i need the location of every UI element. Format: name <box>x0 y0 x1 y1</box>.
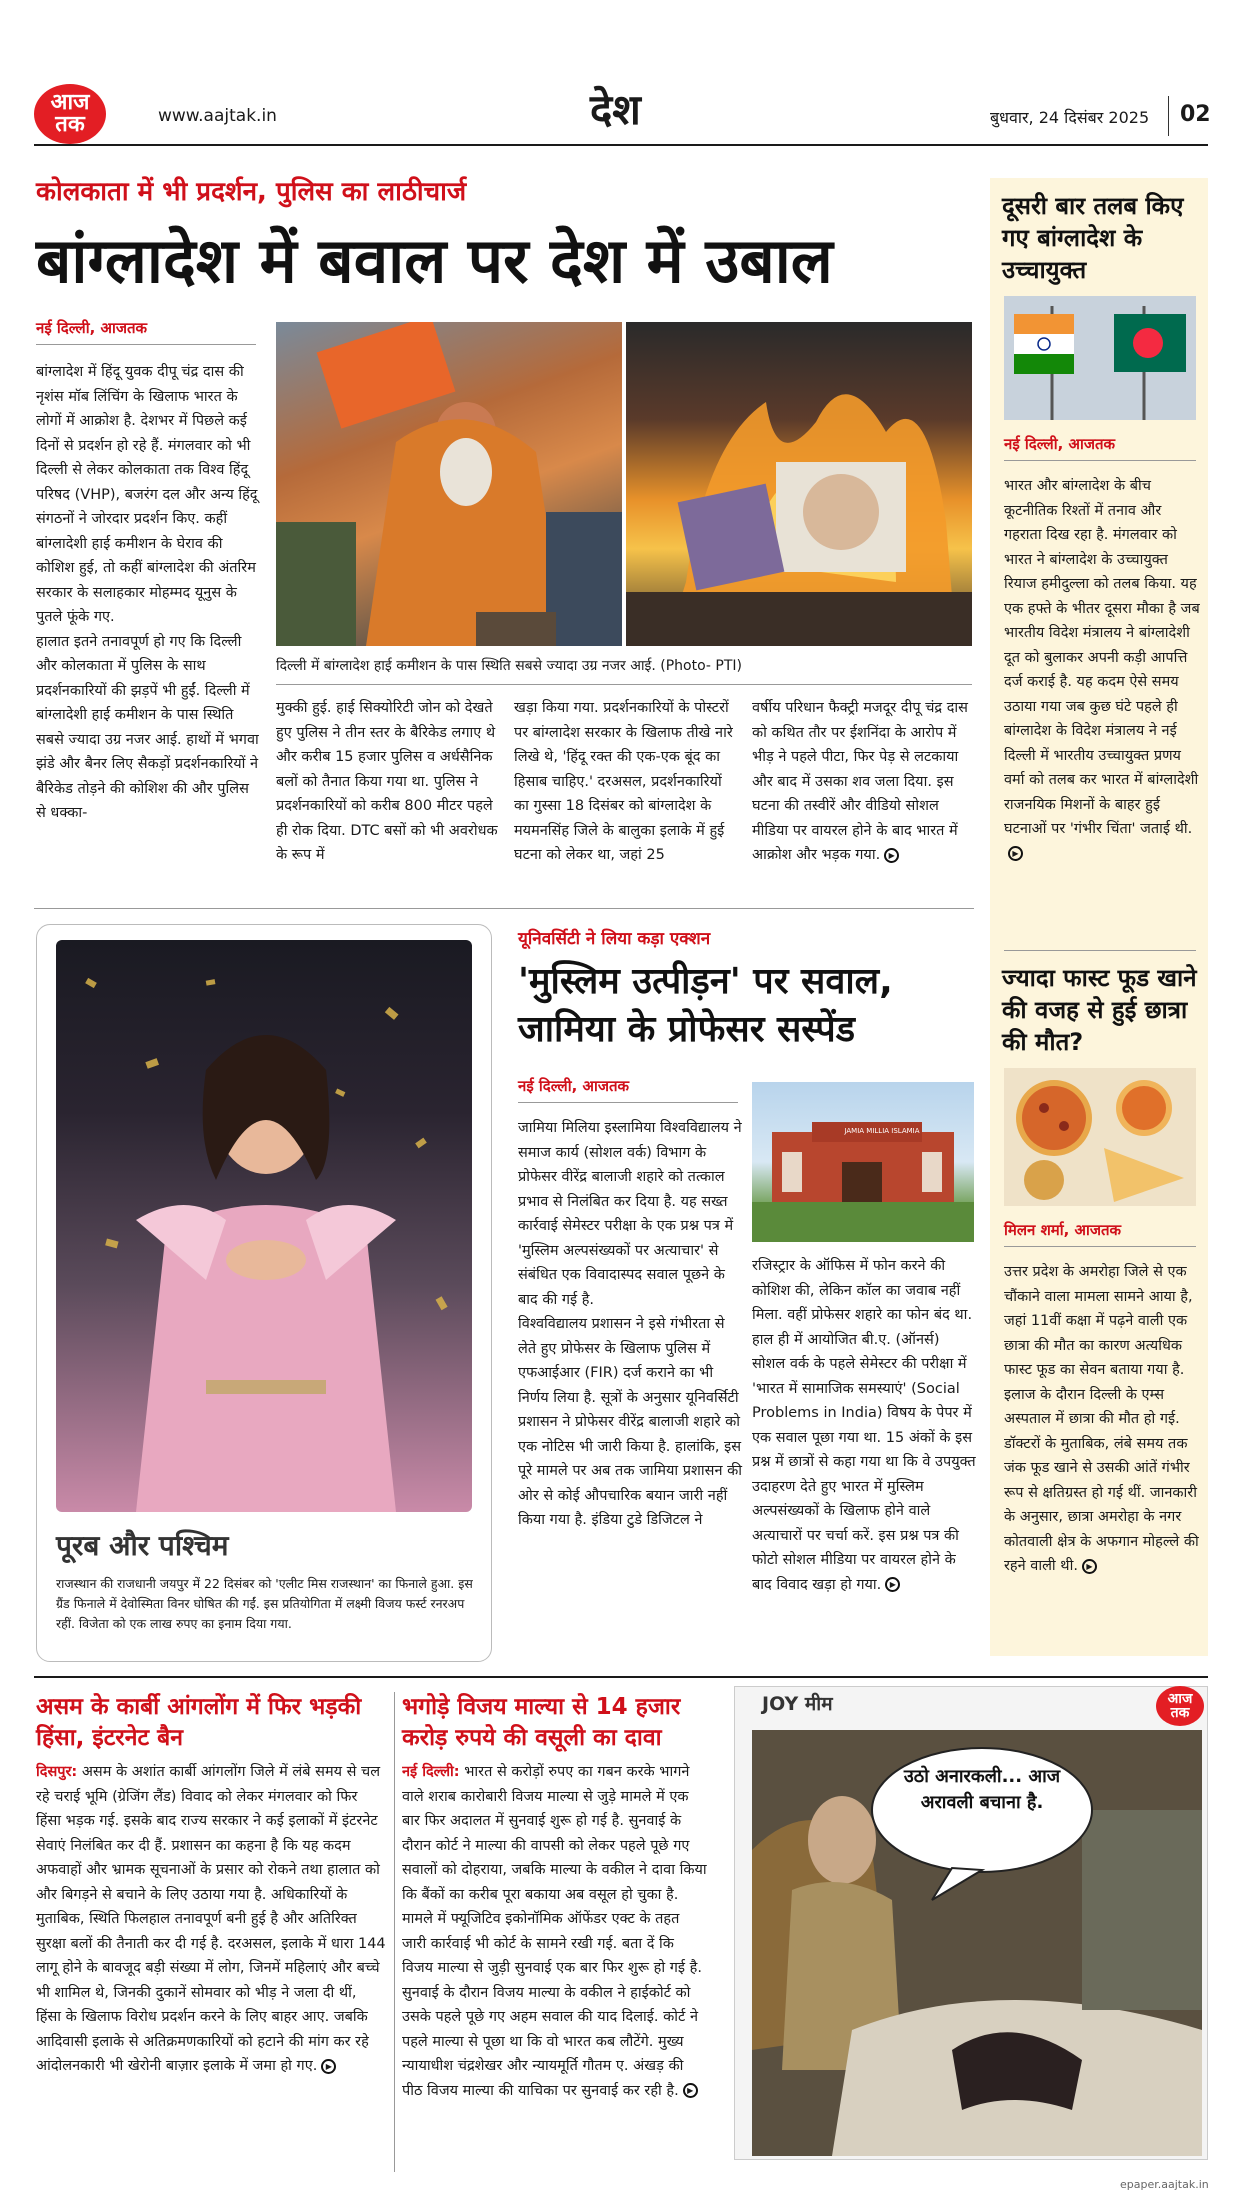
read-more-icon[interactable]: ▶ <box>1008 846 1023 861</box>
assam-body: असम के अशांत कार्बी आंगलोंग जिले में लंबे समय से चल रहे चराई भूमि (ग्रेजिंग लैंड) विवाद को लेकर मंगलवार को फिर हिंसा भड़क गई. इसके बाद राज्य सरकार ने कई इलाकों में इंटरनेट सेवाएं निलंबित कर दी हैं. प्रशासन का कहना है कि यह कदम अफवाहों और भ्रामक सूचनाओं के प्रसार को रोकने तथा हालात को और बिगड़ने से बचाने के लिए उठाया गया है. अधिकारियों के मुताबिक, स्थिति फिलहाल तनावपूर्ण बनी हुई है और अतिरिक्त सुरक्षा बलों की तैनाती कर दी गई है. दरअसल, इलाके में धारा 144 लागू होने के बावजूद बड़ी संख्या में लोग, जिनमें महिलाएं और बच्चे भी शामिल थे, जिनकी दुकानें सोमवार को भीड़ ने जला दी थीं, हिंसा के खिलाफ विरोध प्रदर्शन करने के लिए बाहर आए. जबकि आदिवासी इलाके से अतिक्रमणकारियों को हटाने की मांग कर रहे आंदोलनकारी भी खेरोनी बाज़ार इलाके में जमा हो गए. <box>36 1764 386 2074</box>
meme-speech-bubble: उठो अनारकली... आज अरावली बचाना है. <box>903 1766 1061 1813</box>
lead-column-3: खड़ा किया गया. प्रदर्शनकारियों के पोस्टरों पर बांग्लादेश सरकार के खिलाफ तीखे नारे लिखे थे, 'हिंदू रक्त की एक-एक बूंद का हिसाब चाहिए.' दरअसल, प्रदर्शनकारियों का गुस्सा 18 दिसंबर को बांग्लादेश के मयमनसिंह जिले के बालुका इलाके में हुई घटना को लेकर था, जहां 25 <box>514 700 733 863</box>
flags-photo <box>1004 296 1196 420</box>
read-more-icon[interactable]: ▶ <box>683 2083 698 2098</box>
protest-photo-art <box>276 322 622 646</box>
effigy-photo-art <box>626 322 972 646</box>
page-number: 02 <box>1180 102 1211 127</box>
jamia-byline-rule <box>518 1102 738 1103</box>
caption-rule <box>276 684 972 685</box>
assam-dateline: दिसपुर: <box>36 1764 78 1780</box>
jamia-building-art <box>752 1082 974 1242</box>
jamia-building-photo <box>752 1082 974 1242</box>
jamia-sign: JAMIA MILLIA ISLAMIA <box>844 1127 920 1135</box>
read-more-icon[interactable]: ▶ <box>321 2059 336 2074</box>
logo-text-bottom: तक <box>55 112 85 137</box>
aajtak-logo[interactable] <box>34 84 106 144</box>
read-more-icon[interactable]: ▶ <box>884 848 899 863</box>
masthead-rule <box>34 144 1208 146</box>
effigy-burning-photo <box>626 322 972 646</box>
read-more-icon[interactable]: ▶ <box>885 1577 900 1592</box>
masthead-divider <box>1168 96 1169 136</box>
jamia-column-1: जामिया मिलिया इस्लामिया विश्वविद्यालय ने समाज कार्य (सोशल वर्क) विभाग के प्रोफेसर वीरेंद्र बालाजी शहारे को तत्काल प्रभाव से निलंबित कर दिया है. यह सख्त कार्रवाई सेमेस्टर परीक्षा के एक प्रश्न पत्र में 'मुस्लिम अल्पसंख्यकों पर अत्याचार' से संबंधित एक विवादास्पद सवाल पूछने के बाद की गई है. विश्वविद्यालय प्रशासन ने इसे गंभीरता से लेते हुए प्रोफेसर के खिलाफ पुलिस में एफआईआर (FIR) दर्ज कराने का भी निर्णय लिया है. सूत्रों के अनुसार यूनिवर्सिटी प्रशासन ने प्रोफेसर वीरेंद्र बालाजी शहारे को एक नोटिस भी जारी किया है. हालांकि, इस पूरे मामले पर अब तक जामिया प्रशासन की ओर से कोई औपचारिक बयान जारी नहीं किया गया है. इंडिया टुडे डिजिटल ने <box>518 1120 742 1528</box>
assam-headline[interactable]: असम के कार्बी आंगलोंग में फिर भड़की हिंसा, इंटरनेट बैन <box>36 1694 362 1751</box>
read-more-icon[interactable]: ▶ <box>1082 1559 1097 1574</box>
sidebar-divider <box>1004 950 1196 951</box>
sidebar1-rule <box>1004 460 1196 461</box>
east-west-title: पूरब और पश्चिम <box>56 1529 229 1562</box>
site-url[interactable]: www.aajtak.in <box>158 106 277 126</box>
east-west-caption: राजस्थान की राजधानी जयपुर में 22 दिसंबर को 'एलीट मिस राजस्थान' का फिनाले हुआ. इस ग्रैंड फिनाले में देवोस्मिता विनर घोषित की गईं. इस प्रतियोगिता में लक्ष्मी विजय फर्स्ट रनरअप रहीं. विजेता को एक लाख रुपए का इनाम दिया गया. <box>56 1576 473 1631</box>
pageant-winner-art <box>56 940 472 1512</box>
meme-aajtak-logo <box>1156 1686 1204 1726</box>
jamia-column-2-text: रजिस्ट्रार के ऑफिस में फोन करने की कोशिश की, लेकिन कॉल का जवाब नहीं मिला. वहीं प्रोफेसर शहारे का फोन बंद था. हाल ही में आयोजित बी.ए. (ऑनर्स) सोशल वर्क के पहले सेमेस्टर की परीक्षा में 'भारत में सामाजिक समस्याएं' (Social Problems in India) विषय के पेपर में एक सवाल पूछा गया था. 15 अंकों के इस प्रश्न में छात्रों से कहा गया था कि वे उपयुक्त उदाहरण देते हुए भारत में मुस्लिम अल्पसंख्यकों के खिलाफ होने वाले अत्याचारों पर चर्चा करें. इस प्रश्न पत्र की फोटो सोशल मीडिया पर वायरल होने के बाद विवाद खड़ा हो गया. <box>752 1258 976 1593</box>
sidebar1-body <box>1004 474 1200 944</box>
meme-image <box>752 1730 1202 2156</box>
lead-bottom-rule <box>34 908 974 909</box>
meme-logo-text-bottom: तक <box>1170 1705 1190 1721</box>
epaper-credit[interactable]: epaper.aajtak.in <box>1120 2178 1209 2191</box>
lead-byline: नई दिल्ली, आजतक <box>36 319 148 337</box>
bottom-col-divider-1 <box>394 1692 395 2172</box>
sidebar2-rule <box>1004 1246 1196 1247</box>
lead-column-4 <box>752 696 974 892</box>
mallya-dateline: नई दिल्ली: <box>402 1764 460 1780</box>
lead-column-1: बांग्लादेश में हिंदू युवक दीपू चंद्र दास की नृशंस मॉब लिंचिंग के खिलाफ भारत के लोगों में आक्रोश है. देशभर में पिछले कई दिनों से प्रदर्शन हो रहे हैं. मंगलवार को भी दिल्ली से लेकर कोलकाता तक विश्व हिंदू परिषद (VHP), बजरंग दल और अन्य हिंदू संगठनों ने जोरदार प्रदर्शन किए. कहीं बांग्लादेशी हाई कमीशन के घेराव की कोशिश हुई, तो कहीं बांग्लादेश की अंतरिम सरकार के सलाहकार मोहम्मद यूनुस के पुतले फूंके गए. हालात इतने तनावपूर्ण हो गए कि दिल्ली और कोलकाता में पुलिस के साथ प्रदर्शनकारियों की झड़पें भी हुईं. दिल्ली में बांग्लादेशी हाई कमीशन के पास स्थिति सबसे ज्यादा उग्र नजर आई. हाथों में भगवा झंडे और बैनर लिए सैकड़ों प्रदर्शनकारियों ने बैरिकेड तोड़ने की कोशिश की और पुलिस से धक्का- <box>36 364 259 821</box>
sidebar1-body-text: भारत और बांग्लादेश के बीच कूटनीतिक रिश्तों में तनाव और गहराता दिख रहा है. मंगलवार को भारत ने बांग्लादेश के उच्चायुक्त रियाज हमीदुल्ला को तलब किया. यह एक हफ्ते के भीतर दूसरा मौका है जब भारतीय विदेश मंत्रालय ने बांग्लादेशी दूत को बुलाकर अपनी कड़ी आपत्ति दर्ज कराई है. यह कदम ऐसे समय उठाया गया जब कुछ घंटे पहले ही बांग्लादेश के विदेश मंत्रालय ने नई दिल्ली में भारतीय उच्चायुक्त प्रणय वर्मा को तलब कर भारत में बांग्लादेशी राजनयिक मिशनों के बाहर हुई घटनाओं पर 'गंभीर चिंता' जताई थी. <box>1004 478 1200 837</box>
mallya-body: भारत से करोड़ों रुपए का गबन करके भागने वाले शराब कारोबारी विजय माल्या से जुड़े मामले में एक बार फिर अदालत में सुनवाई शुरू हो गई है. सुनवाई के दौरान कोर्ट ने माल्या की वापसी को लेकर पहले पूछे गए सवालों को दोहराया, जबकि माल्या के वकील ने दावा किया कि बैंकों का करीब पूरा बकाया अब वसूल हो चुका है. मामले में फ्यूजिटिव इकोनॉमिक ऑफेंडर एक्ट के तहत जारी कार्रवाई भी कोर्ट के सामने रखी गई. बता दें कि विजय माल्या से जुड़ी सुनवाई एक बार फिर शुरू हो गई है. सुनवाई के दौरान विजय माल्या के वकील ने हाईकोर्ट को उसके पहले पूछे गए अहम सवाल की याद दिलाई. कोर्ट ने पहले माल्या से पूछा था कि वो भारत कब लौटेंगे. मुख्य न्यायाधीश चंद्रशेखर और न्यायमूर्ति गौतम ए. अंखड़ की पीठ विजय माल्या की याचिका पर सुनवाई कर रही है. <box>402 1764 707 2099</box>
sidebar2-body-text: उत्तर प्रदेश के अमरोहा जिले से एक चौंकाने वाला मामला सामने आया है, जहां 11वीं कक्षा में पढ़ने वाली एक छात्रा की मौत का कारण अत्यधिक फास्ट फूड का सेवन बताया गया है. इलाज के दौरान दिल्ली के एम्स अस्पताल में छात्रा की मौत हो गई. डॉक्टरों के मुताबिक, लंबे समय तक जंक फूड खाने से उसकी आंतें गंभीर रूप से क्षतिग्रस्त हो गई थीं. जानकारी के अनुसार, छात्रा अमरोहा के नगर कोतवाली क्षेत्र के अफगान मोहल्ले की रहने वाली थी. <box>1004 1264 1199 1574</box>
sidebar1-headline[interactable]: दूसरी बार तलब किए गए बांग्लादेश के उच्चायुक्त <box>1002 192 1184 284</box>
lead-column-2: मुक्की हुई. हाई सिक्योरिटी जोन को देखते हुए पुलिस ने तीन स्तर के बैरिकेड लगाए थे और करीब 15 हजार पुलिस व अर्धसैनिक बलों को तैनात किया गया था. पुलिस ने प्रदर्शनकारियों को करीब 800 मीटर पहले ही रोक दिया. DTC बसों को भी अवरोधक के रूप में <box>276 700 498 863</box>
section-title: देश <box>590 85 641 134</box>
jamia-byline: नई दिल्ली, आजतक <box>518 1077 630 1095</box>
byline-rule <box>36 344 256 345</box>
jamia-headline[interactable]: 'मुस्लिम उत्पीड़न' पर सवाल, जामिया के प्रोफेसर सस्पेंड <box>518 961 893 1050</box>
lead-photo-caption: दिल्ली में बांग्लादेश हाई कमीशन के पास स्थिति सबसे ज्यादा उग्र नजर आई. (Photo- PTI) <box>276 658 743 674</box>
lead-headline[interactable]: बांग्लादेश में बवाल पर देश में उबाल <box>36 224 833 297</box>
sidebar1-byline: नई दिल्ली, आजतक <box>1004 435 1116 453</box>
lead-column-4-text: वर्षीय परिधान फैक्ट्री मजदूर दीपू चंद्र दास को कथित तौर पर ईशनिंदा के आरोप में भीड़ ने पहले पीटा, फिर पेड़ से लटकाया और बाद में उसका शव जला दिया. इस घटना की तस्वीरें और वीडियो सोशल मीडिया पर वायरल होने के बाद भारत में आक्रोश और भड़क गया. <box>752 700 968 863</box>
sidebar2-body <box>1004 1260 1200 1650</box>
sidebar2-headline[interactable]: ज्यादा फास्ट फूड खाने की वजह से हुई छात्रा की मौत? <box>1002 964 1197 1056</box>
lead-kicker: कोलकाता में भी प्रदर्शन, पुलिस का लाठीचार्ज <box>36 177 467 207</box>
protest-photo <box>276 322 622 646</box>
bottom-section-rule <box>34 1676 1208 1678</box>
sidebar2-byline: मिलन शर्मा, आजतक <box>1004 1221 1122 1239</box>
logo-text-top: आज <box>50 90 90 115</box>
meme-logo-text-top: आज <box>1167 1691 1193 1707</box>
issue-date: बुधवार, 24 दिसंबर 2025 <box>990 108 1150 127</box>
mallya-headline[interactable]: भगोड़े विजय माल्या से 14 हजार करोड़ रुपये की वसूली का दावा <box>402 1694 681 1751</box>
india-bangladesh-flags-icon <box>1004 296 1196 420</box>
meme-label: JOY मीम <box>762 1693 833 1715</box>
fast-food-photo <box>1004 1068 1196 1206</box>
miss-rajasthan-photo <box>56 940 472 1512</box>
pizza-icon <box>1004 1068 1196 1206</box>
jamia-column-2 <box>752 1254 976 1656</box>
jamia-kicker: यूनिवर्सिटी ने लिया कड़ा एक्शन <box>518 929 711 949</box>
